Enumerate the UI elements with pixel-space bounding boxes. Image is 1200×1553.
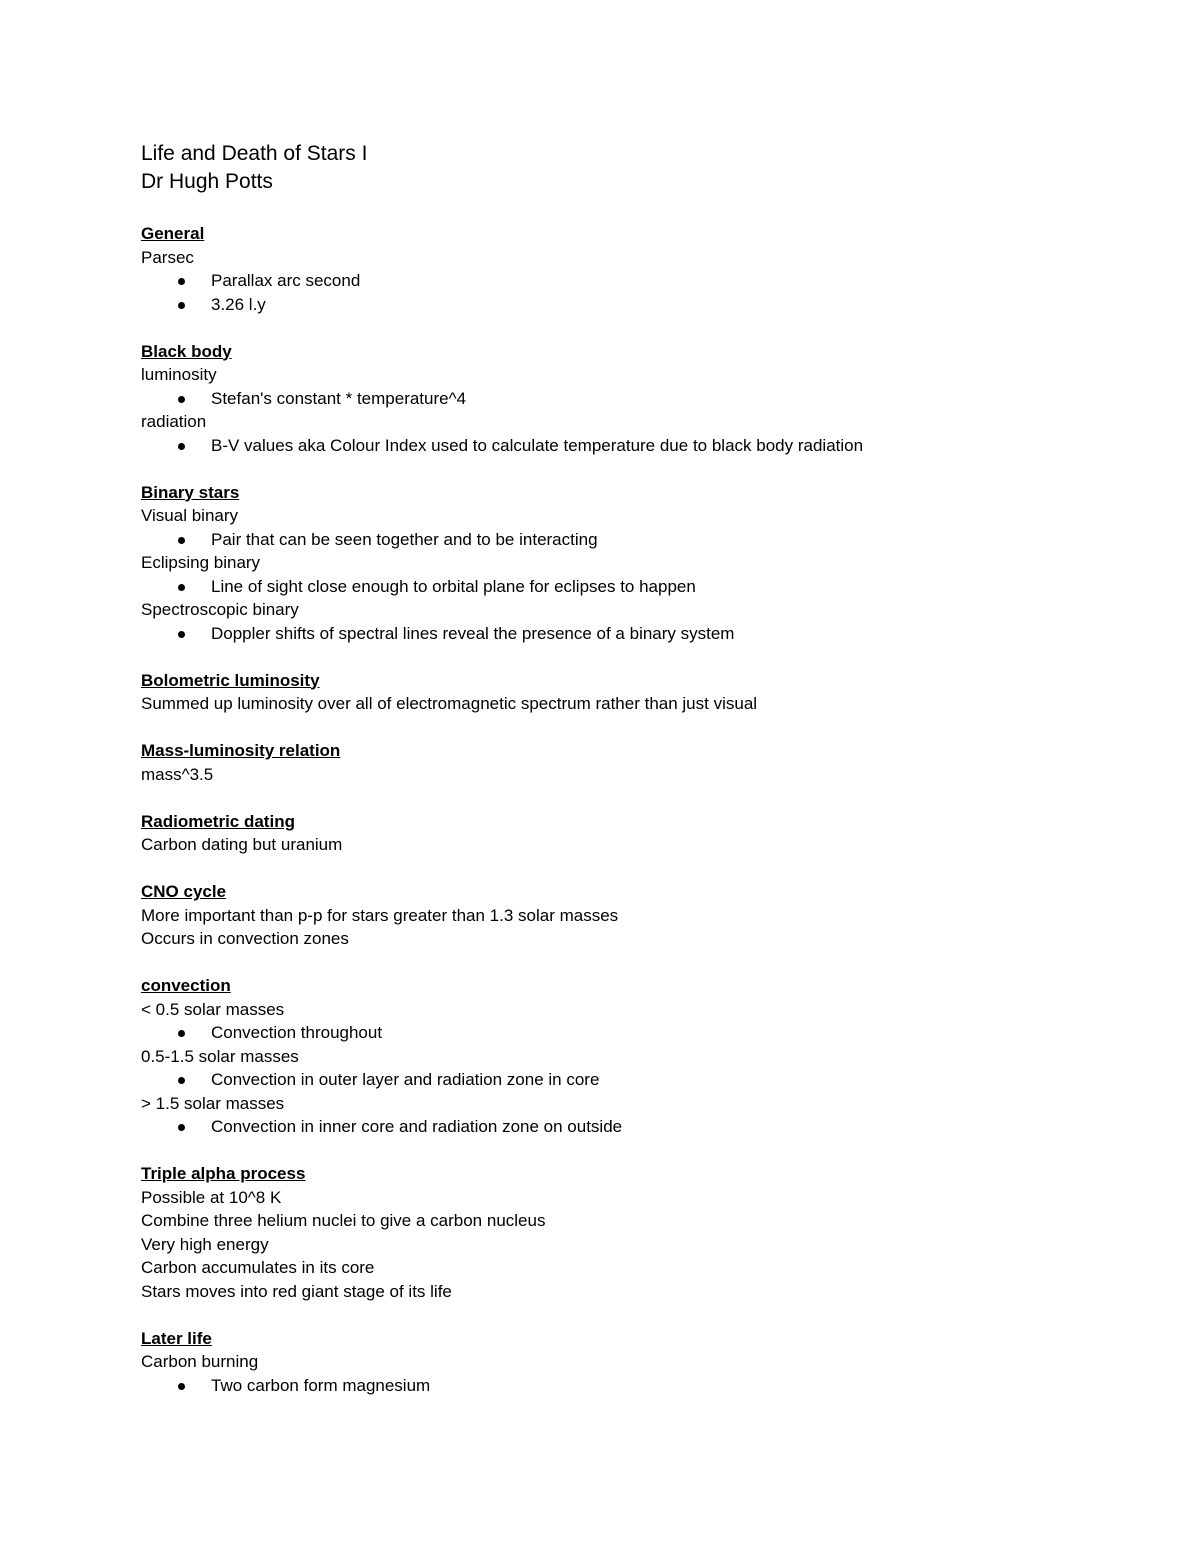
term-label: 0.5-1.5 solar masses xyxy=(141,1046,299,1066)
list-item-text: Convection in inner core and radiation zone on outside xyxy=(211,1117,623,1136)
bullet-list xyxy=(141,434,1101,458)
body-text: Carbon accumulates in its core xyxy=(141,1258,375,1277)
term-label: Spectroscopic binary xyxy=(141,600,299,619)
bullet-icon xyxy=(178,278,185,285)
bullet-icon xyxy=(178,584,185,591)
body-text: Very high energy xyxy=(141,1234,269,1254)
bullet-list xyxy=(141,1374,1101,1398)
term-label: radiation xyxy=(141,412,207,431)
bullet-icon xyxy=(178,631,185,638)
bullet-icon xyxy=(178,1383,185,1390)
bullet-list xyxy=(141,528,1101,552)
section-heading: Later life xyxy=(141,1328,212,1348)
list-item xyxy=(141,434,1101,458)
section-mass-luminosity xyxy=(141,739,1101,786)
bullet-list xyxy=(141,622,1101,646)
list-item-text: Convection in outer layer and radiation zone in core xyxy=(211,1070,600,1089)
list-item-text: 3.26 l.y xyxy=(211,294,266,314)
list-item xyxy=(141,1374,1101,1398)
body-text: Possible at 10^8 K xyxy=(141,1187,282,1207)
term-label: luminosity xyxy=(141,365,217,384)
list-item-text: B-V values aka Colour Index used to calculate temperature due to black body radiation xyxy=(211,435,864,455)
body-text: Carbon dating but uranium xyxy=(141,835,343,854)
list-item xyxy=(141,387,1101,411)
section-heading: Radiometric dating xyxy=(141,811,295,831)
list-item-text: Convection throughout xyxy=(211,1023,383,1042)
section-heading: Black body xyxy=(141,341,232,361)
list-item-text: Pair that can be seen together and to be interacting xyxy=(211,529,598,549)
section-heading: convection xyxy=(141,976,231,995)
bullet-icon xyxy=(178,1124,185,1131)
term-label: Carbon burning xyxy=(141,1352,259,1371)
list-item xyxy=(141,622,1101,646)
term-label: Parsec xyxy=(141,247,194,267)
list-item xyxy=(141,1115,1101,1139)
document-author: Dr Hugh Potts xyxy=(141,170,273,193)
list-item-text: Two carbon form magnesium xyxy=(211,1375,431,1395)
body-text: Occurs in convection zones xyxy=(141,929,349,948)
term-label: > 1.5 solar masses xyxy=(141,1093,285,1113)
section-heading: Binary stars xyxy=(141,482,240,502)
list-item xyxy=(141,575,1101,599)
bullet-icon xyxy=(178,396,185,403)
body-text: mass^3.5 xyxy=(141,764,214,784)
term-label: < 0.5 solar masses xyxy=(141,999,285,1019)
section-heading: Mass-luminosity relation xyxy=(141,741,341,760)
document-title: Life and Death of Stars I xyxy=(141,142,368,165)
list-item xyxy=(141,1021,1101,1045)
list-item-text: Line of sight close enough to orbital plane for eclipses to happen xyxy=(211,576,696,596)
section-bolometric-luminosity xyxy=(141,669,1101,716)
bullet-list xyxy=(141,269,1101,316)
body-text: Stars moves into red giant stage of its life xyxy=(141,1281,452,1301)
section-heading: Bolometric luminosity xyxy=(141,670,320,690)
list-item xyxy=(141,1068,1101,1092)
list-item xyxy=(141,293,1101,317)
bullet-icon xyxy=(178,443,185,450)
body-text: More important than p-p for stars greater than 1.3 solar masses xyxy=(141,905,619,925)
list-item-text: Parallax arc second xyxy=(211,271,361,290)
bullet-list xyxy=(141,575,1101,599)
section-heading: General xyxy=(141,224,205,243)
document-page xyxy=(141,140,1101,1421)
list-item-text: Stefan's constant * temperature^4 xyxy=(211,388,467,408)
section-binary-stars xyxy=(141,481,1101,646)
bullet-list xyxy=(141,387,1101,411)
section-heading: Triple alpha process xyxy=(141,1164,306,1183)
bullet-list xyxy=(141,1068,1101,1092)
term-label: Eclipsing binary xyxy=(141,553,261,572)
bullet-list xyxy=(141,1115,1101,1139)
section-triple-alpha xyxy=(141,1162,1101,1303)
section-general xyxy=(141,222,1101,316)
body-text: Combine three helium nuclei to give a carbon nucleus xyxy=(141,1211,546,1230)
section-cno-cycle xyxy=(141,880,1101,951)
body-text: Summed up luminosity over all of electromagnetic spectrum rather than just visual xyxy=(141,694,758,713)
bullet-icon xyxy=(178,537,185,544)
bullet-list xyxy=(141,1021,1101,1045)
bullet-icon xyxy=(178,1030,185,1037)
list-item xyxy=(141,528,1101,552)
term-label: Visual binary xyxy=(141,506,239,525)
list-item-text: Doppler shifts of spectral lines reveal the presence of a binary system xyxy=(211,623,735,643)
list-item xyxy=(141,269,1101,293)
section-convection xyxy=(141,974,1101,1139)
bullet-icon xyxy=(178,302,185,309)
section-radiometric-dating xyxy=(141,810,1101,857)
section-later-life xyxy=(141,1327,1101,1398)
section-heading: CNO cycle xyxy=(141,882,227,901)
section-black-body xyxy=(141,340,1101,458)
bullet-icon xyxy=(178,1077,185,1084)
